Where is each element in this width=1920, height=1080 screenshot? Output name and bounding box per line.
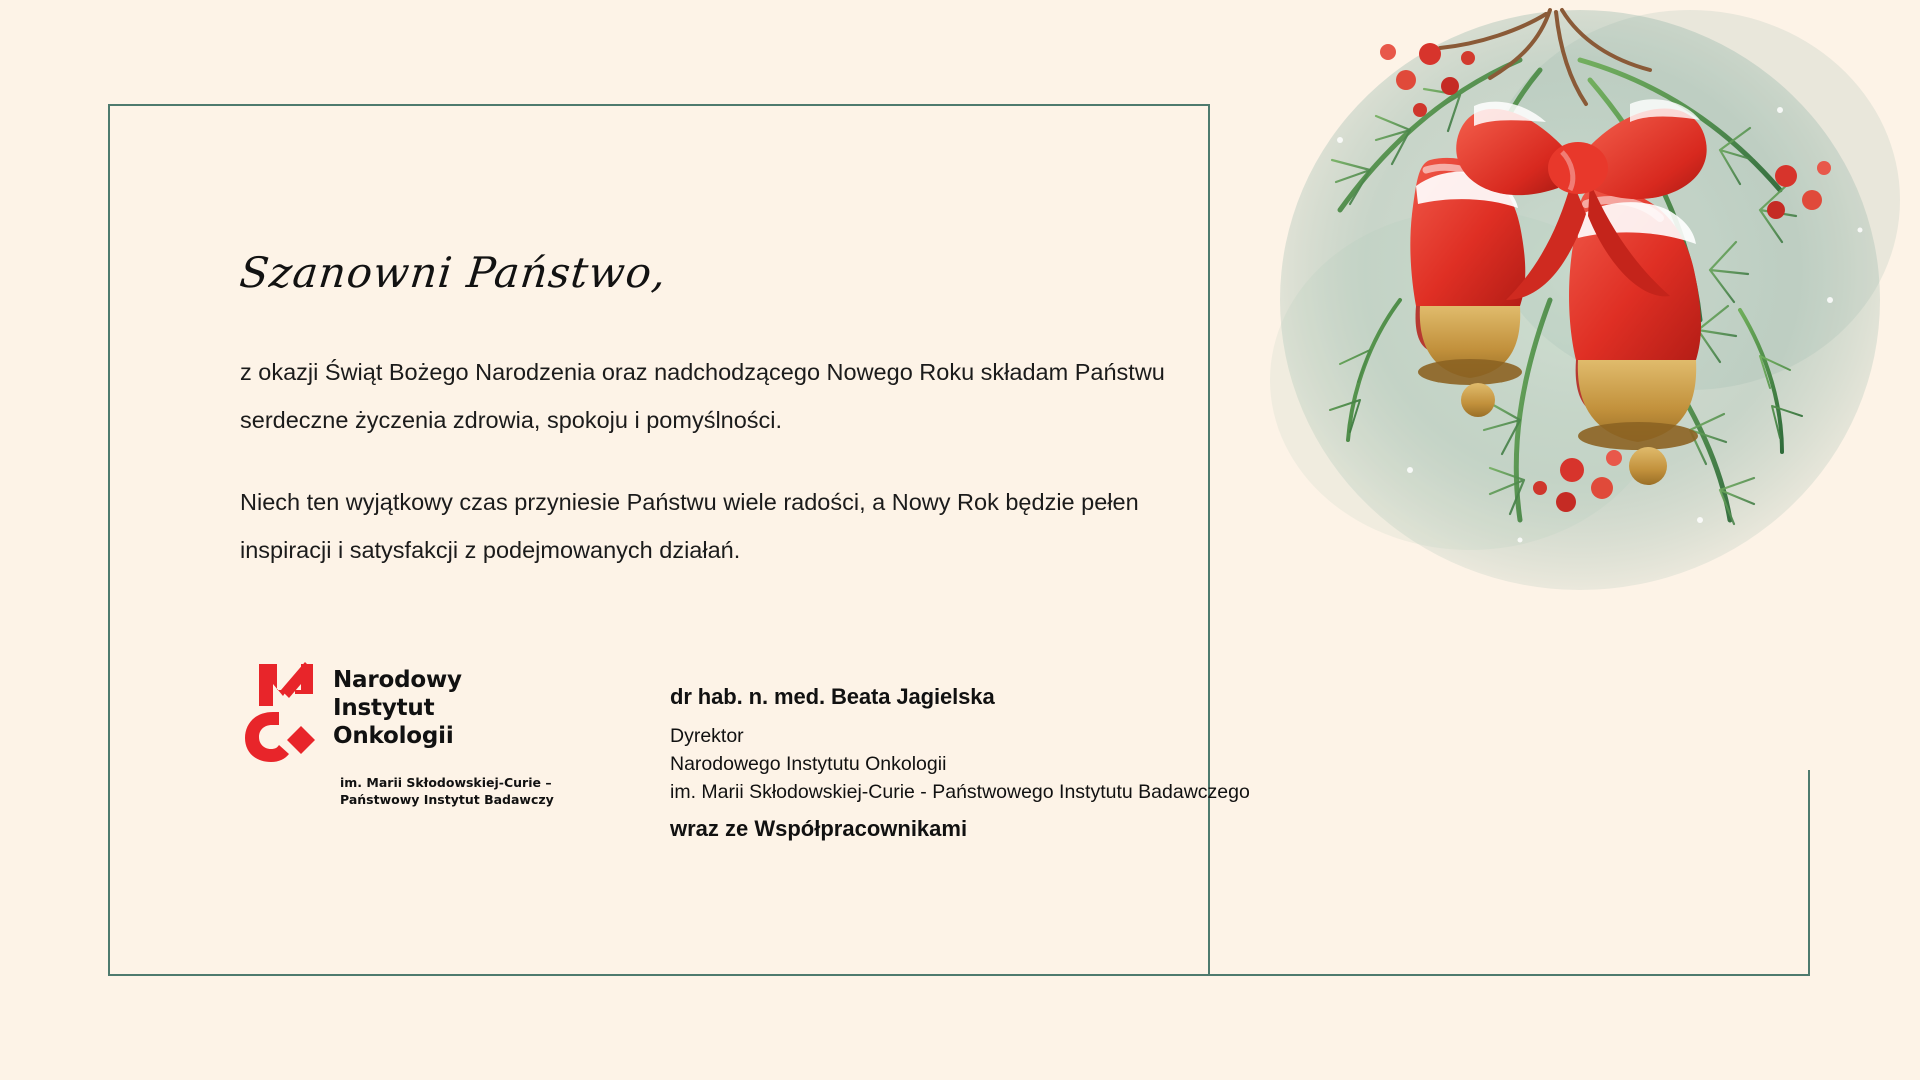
logo-subtitle [340,774,593,808]
salutation: Szanowni Państwo, [237,248,670,297]
institute-logo [243,660,593,808]
signer-name: dr hab. n. med. Beata Jagielska [670,684,995,709]
logo-word-line-3: Onkologii [333,723,454,749]
logo-wordmark [333,660,462,750]
greeting-body [240,348,1190,574]
signature-closing: wraz ze Współpracownikami [670,816,968,841]
logo-word-line-2: Instytut [333,695,435,721]
greeting-paragraph-1: z okazji Świąt Bożego Narodzenia oraz nadchodzącego Nowego Roku składam Państwu serdeczne życzenia zdrowia, spokoju i pomyślności. [240,359,1165,433]
logo-subtitle-line-2: Państwowy Instytut Badawczy [340,792,554,807]
signer-institution-line-2: im. Marii Skłodowskiej-Curie - Państwowego Instytutu Badawczego [670,781,1250,803]
logo-word-line-1: Narodowy [333,667,462,693]
logo-row [243,660,593,764]
nio-logo-icon [243,660,319,764]
greeting-paragraph-2: Niech ten wyjątkowy czas przyniesie Państwu wiele radości, a Nowy Rok będzie pełen inspiracji i satysfakcji z podejmowanych działań. [240,489,1139,563]
signer-role: Dyrektor [670,725,744,747]
signature-block [670,684,1250,842]
decorative-frame-right-segment [1808,770,1810,976]
logo-subtitle-line-1: im. Marii Skłodowskiej-Curie – [340,775,552,790]
signer-institution-line-1: Narodowego Instytutu Onkologii [670,753,947,775]
christmas-bells-illustration [1220,0,1920,700]
decorative-frame-bottom-extension [1210,974,1810,976]
